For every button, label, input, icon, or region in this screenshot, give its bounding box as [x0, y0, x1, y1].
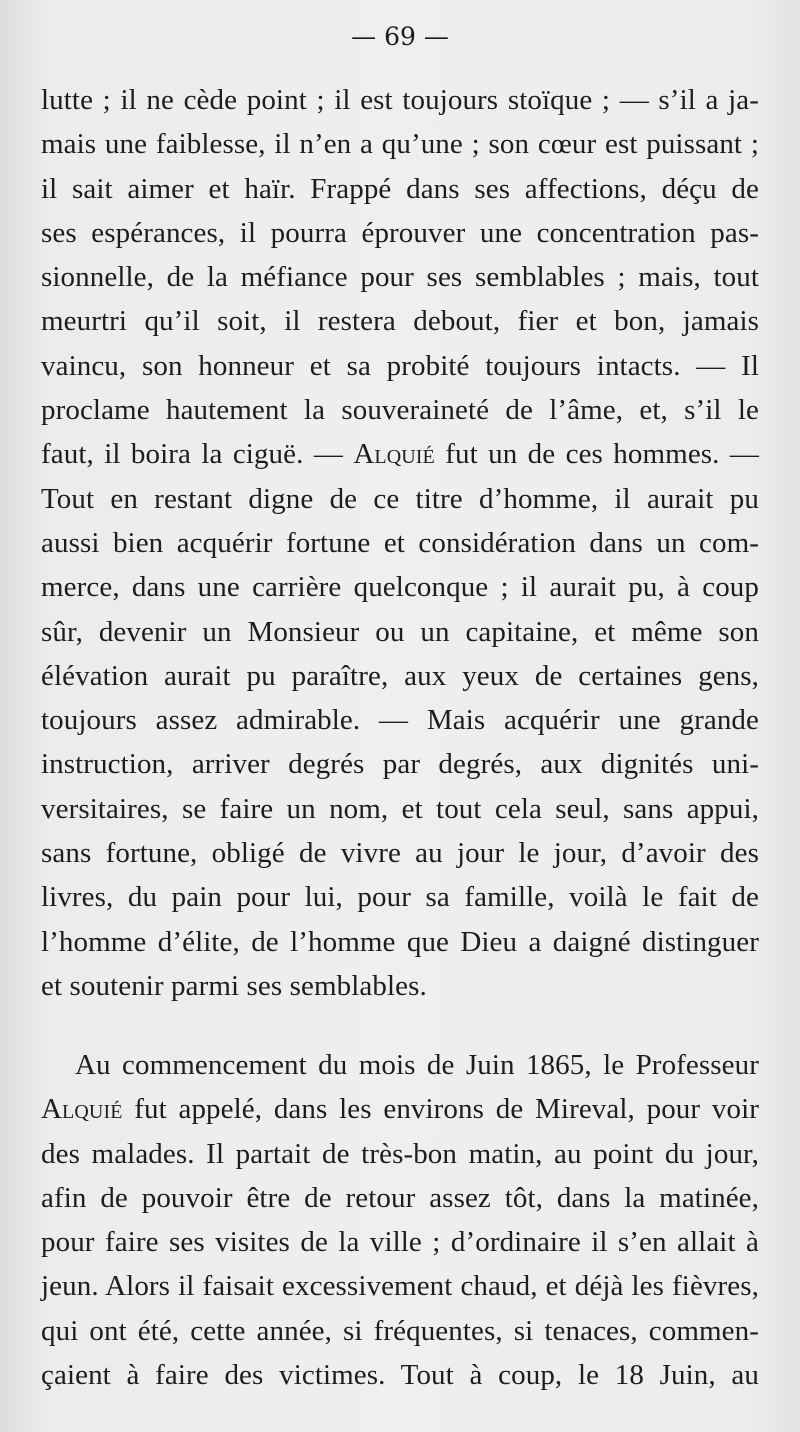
paragraph-1 — [41, 78, 759, 1008]
text-line: versitaires, se faire un nom, et tout cela seul, sans appui, — [41, 792, 759, 825]
text-line: faut, il boira la ciguë. — Alquié fut un de ces hommes. — — [41, 438, 759, 471]
text-line: il sait aimer et haïr. Frappé dans ses affections, déçu de — [41, 172, 759, 205]
text-line: instruction, arriver degrés par degrés, aux dignités uni- — [41, 748, 759, 781]
text-line: jeun. Alors il faisait excessivement chaud, et déjà les fièvres, — [41, 1270, 759, 1303]
text-line: meurtri qu’il soit, il restera debout, fier et bon, jamais — [41, 305, 759, 338]
text-line: pour faire ses visites de la ville ; d’ordinaire il s’en allait à — [41, 1226, 759, 1259]
text-line: mais une faiblesse, il n’en a qu’une ; son cœur est puissant ; — [41, 128, 759, 161]
text-line: toujours assez admirable. — Mais acquérir une grande — [41, 704, 759, 737]
text-line: aussi bien acquérir fortune et considération dans un com- — [41, 526, 759, 559]
text-line: sûr, devenir un Monsieur ou un capitaine, et même son — [41, 615, 759, 648]
text-line: élévation aurait pu paraître, aux yeux de certaines gens, — [41, 659, 759, 692]
paragraph-2 — [41, 1043, 759, 1397]
person-name: Alquié — [353, 438, 435, 471]
text-line: merce, dans une carrière quelconque ; il aurait pu, à coup — [41, 571, 759, 604]
text-line: qui ont été, cette année, si fréquentes, si tenaces, commen- — [41, 1314, 759, 1347]
text-line: proclame hautement la souveraineté de l’âme, et, s’il le — [41, 394, 759, 427]
text-line: Tout en restant digne de ce titre d’homme, il aurait pu — [41, 482, 759, 515]
text-line: ses espérances, il pourra éprouver une concentration pas- — [41, 216, 759, 249]
text-line: afin de pouvoir être de retour assez tôt, dans la matinée, — [41, 1181, 759, 1214]
text-line: çaient à faire des victimes. Tout à coup, le 18 Juin, au — [41, 1359, 759, 1392]
text-line: des malades. Il partait de très-bon matin, au point du jour, — [41, 1137, 759, 1170]
text-line: sionnelle, de la méfiance pour ses semblables ; mais, tout — [41, 261, 759, 294]
text-line: lutte ; il ne cède point ; il est toujours stoïque ; — s’il a ja- — [41, 84, 759, 116]
person-name: Alquié — [41, 1093, 123, 1126]
text-line: sans fortune, obligé de vivre au jour le jour, d’avoir des — [41, 837, 759, 870]
text-line: livres, du pain pour lui, pour sa famille, voilà le fait de — [41, 881, 759, 914]
text-line: et soutenir parmi ses semblables. — [41, 969, 427, 1002]
text-line: vaincu, son honneur et sa probité toujours intacts. — Il — [41, 349, 759, 382]
text-line: l’homme d’élite, de l’homme que Dieu a daigné distinguer — [41, 925, 759, 958]
text-line: Alquié fut appelé, dans les environs de Mireval, pour voir — [41, 1093, 759, 1126]
page-number: — 69 — — [351, 22, 449, 51]
text-line: Au commencement du mois de Juin 1865, le Professeur — [75, 1049, 759, 1081]
